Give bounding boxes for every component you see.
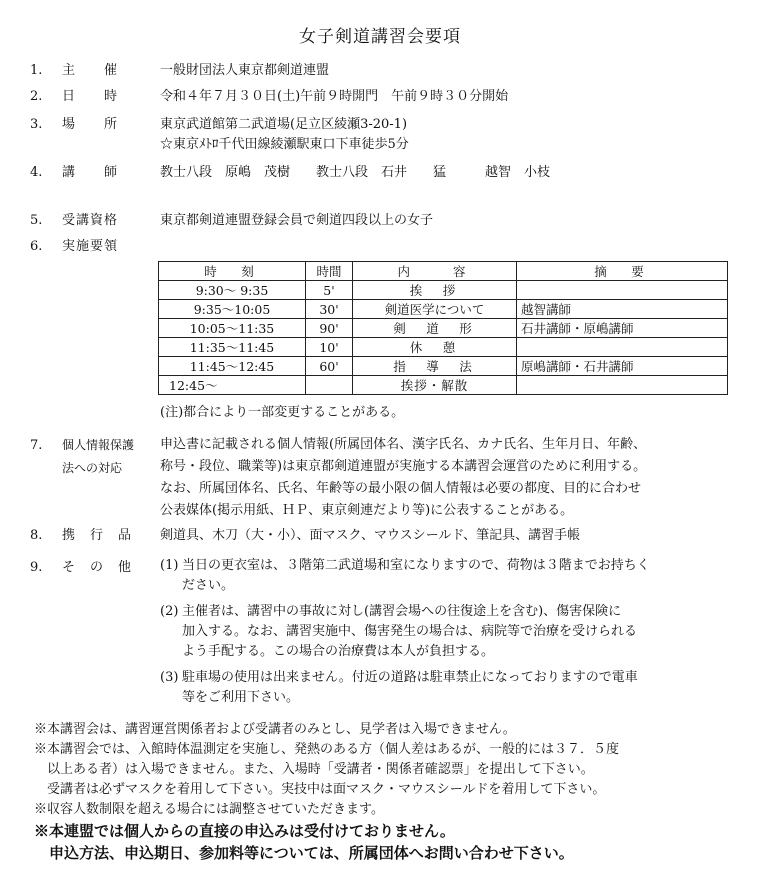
cell-duration: 5': [306, 281, 353, 300]
note-line: 受講者は必ずマスクを着用して下さい。実技中は面マスク・マウスシールドを着用して下さい。: [34, 782, 606, 797]
cell-content: 挨拶・解散: [353, 376, 517, 395]
section-schedule: [30, 238, 154, 256]
place-value: 東京武道館第二武道場(足立区綾瀬3-20-1): [160, 117, 408, 132]
section-label: 携 行 品: [62, 528, 133, 543]
cell-content: 挨 拶: [353, 281, 517, 300]
section-number: 6.: [30, 239, 43, 254]
section-eligibility: [30, 212, 434, 230]
table-row: [159, 376, 728, 395]
list-item-line: ださい。: [182, 578, 235, 593]
schedule-footnote: (注)都合により一部変更することがある。: [160, 405, 405, 420]
privacy-line: なお、所属団体名、氏名、年齢等の最小限の個人情報は必要の都度、目的に合わせ: [160, 481, 642, 496]
cell-duration: 10': [306, 338, 353, 357]
note-line: 以上ある者）は入場できません。また、入場時「受講者・関係者確認票」を提出して下さい。: [34, 762, 594, 777]
cell-note: 原嶋講師・石井講師: [517, 357, 728, 376]
section-label: 実施要領: [62, 239, 119, 254]
list-marker: (3): [160, 670, 179, 685]
cell-time: 12:45～: [159, 376, 306, 395]
important-note: 申込方法、申込期日、参加料等については、所属団体へお問い合わせ下さい。: [34, 844, 574, 862]
privacy-line: 公表媒体(掲示用紙、ＨＰ、東京剣連だより等)に公表することがある。: [160, 503, 574, 518]
section-instructors: [30, 164, 551, 182]
cell-duration: 30': [306, 300, 353, 319]
header-content: 内 容: [353, 262, 517, 281]
cell-time: 11:45～12:45: [159, 357, 306, 376]
page-title: 女子剣道講習会要項: [299, 27, 461, 47]
notes-block: [34, 720, 734, 864]
section-other: [30, 556, 154, 575]
instructors-value: 教士八段 原嶋 茂樹 教士八段 石井 猛 越智 小枝: [160, 165, 551, 180]
schedule-header-row: [159, 262, 728, 281]
note-line: ※収容人数制限を超える場合には調整させていただきます。: [34, 802, 384, 817]
section-number: 8.: [30, 528, 43, 543]
note-line: ※本講習会では、入館時体温測定を実施し、発熱のある方（個人差はあるが、一般的には３７．５度: [34, 742, 620, 757]
section-label: 講 師: [62, 165, 119, 180]
cell-note: 石井講師・原嶋講師: [517, 319, 728, 338]
cell-time: 9:30～ 9:35: [159, 281, 306, 300]
important-note: ※本連盟では個人からの直接の申込みは受付けておりません。: [34, 822, 455, 840]
header-note: 摘 要: [517, 262, 728, 281]
list-item-line: よう手配する。この場合の治療費は本人が負担する。: [182, 644, 495, 659]
other-list: [160, 556, 730, 708]
list-item-line: 加入する。なお、講習実施中、傷害発生の場合は、病院等で治療を受けられる: [182, 624, 638, 639]
section-number: 5.: [30, 213, 43, 228]
cell-content: 休 憩: [353, 338, 517, 357]
list-item: [160, 668, 730, 708]
section-number: 1.: [30, 63, 43, 78]
cell-time: 10:05～11:35: [159, 319, 306, 338]
section-label: 日 時: [62, 89, 119, 104]
list-item-line: 主催者は、講習中の事故に対し(講習会場への往復途上を含む)、傷害保険に: [182, 604, 622, 619]
section-items: [30, 524, 581, 543]
list-marker: (1): [160, 558, 179, 573]
cell-content: 指 導 法: [353, 357, 517, 376]
section-label: そ の 他: [62, 560, 133, 575]
section-number: 9.: [30, 560, 43, 575]
section-number: 4.: [30, 165, 43, 180]
privacy-label-line1: 個人情報保護: [62, 438, 135, 452]
list-item: [160, 602, 730, 662]
section-number: 3.: [30, 117, 43, 132]
section-place: [30, 116, 408, 134]
header-duration: 時間: [306, 262, 353, 281]
section-number: 2.: [30, 89, 43, 104]
table-row: [159, 338, 728, 357]
section-date: [30, 88, 509, 106]
table-row: [159, 281, 728, 300]
cell-content: 剣 道 形: [353, 319, 517, 338]
cell-note: [517, 281, 728, 300]
cell-content: 剣道医学について: [353, 300, 517, 319]
cell-note: 越智講師: [517, 300, 728, 319]
list-item: [160, 556, 730, 596]
section-number: 7.: [30, 438, 43, 453]
table-row: [159, 300, 728, 319]
list-item-line: 等をご利用下さい。: [182, 690, 300, 705]
table-row: [159, 357, 728, 376]
schedule-table: [158, 261, 728, 395]
section-organizer: [30, 62, 330, 80]
cell-note: [517, 338, 728, 357]
place-access: ☆東京ﾒﾄﾛ千代田線綾瀬駅東口下車徒歩5分: [160, 137, 409, 152]
cell-time: 9:35～10:05: [159, 300, 306, 319]
items-value: 剣道具、木刀（大・小）、面マスク、マウスシールド、筆記具、講習手帳: [160, 528, 581, 543]
privacy-body: [160, 434, 730, 522]
date-value: 令和４年７月３０日(土)午前９時開門 午前９時３０分開始: [160, 89, 509, 104]
section-label: 場 所: [62, 117, 119, 132]
note-line: ※本講習会は、講習運営関係者および受講者のみとし、見学者は入場できません。: [34, 722, 516, 737]
table-row: [159, 319, 728, 338]
cell-note: [517, 376, 728, 395]
section-privacy-label: [30, 434, 134, 479]
cell-duration: [306, 376, 353, 395]
cell-time: 11:35～11:45: [159, 338, 306, 357]
section-label: 主 催: [62, 63, 119, 78]
organizer-value: 一般財団法人東京都剣道連盟: [160, 63, 330, 78]
list-item-line: 駐車場の使用は出来ません。付近の道路は駐車禁止になっておりますので電車: [182, 670, 638, 685]
privacy-label-line2: 法への対応: [62, 461, 123, 475]
section-label: 受講資格: [62, 213, 119, 228]
header-time: 時 刻: [159, 262, 306, 281]
privacy-line: 称号・段位、職業等)は東京都剣道連盟が実施する本講習会運営のために利用する。: [160, 459, 647, 474]
cell-duration: 60': [306, 357, 353, 376]
list-item-line: 当日の更衣室は、３階第二武道場和室になりますので、荷物は３階までお持ちく: [182, 558, 650, 573]
privacy-line: 申込書に記載される個人情報(所属団体名、漢字氏名、カナ氏名、生年月日、年齢、: [160, 437, 647, 452]
list-marker: (2): [160, 604, 179, 619]
cell-duration: 90': [306, 319, 353, 338]
eligibility-value: 東京都剣道連盟登録会員で剣道四段以上の女子: [160, 213, 434, 228]
